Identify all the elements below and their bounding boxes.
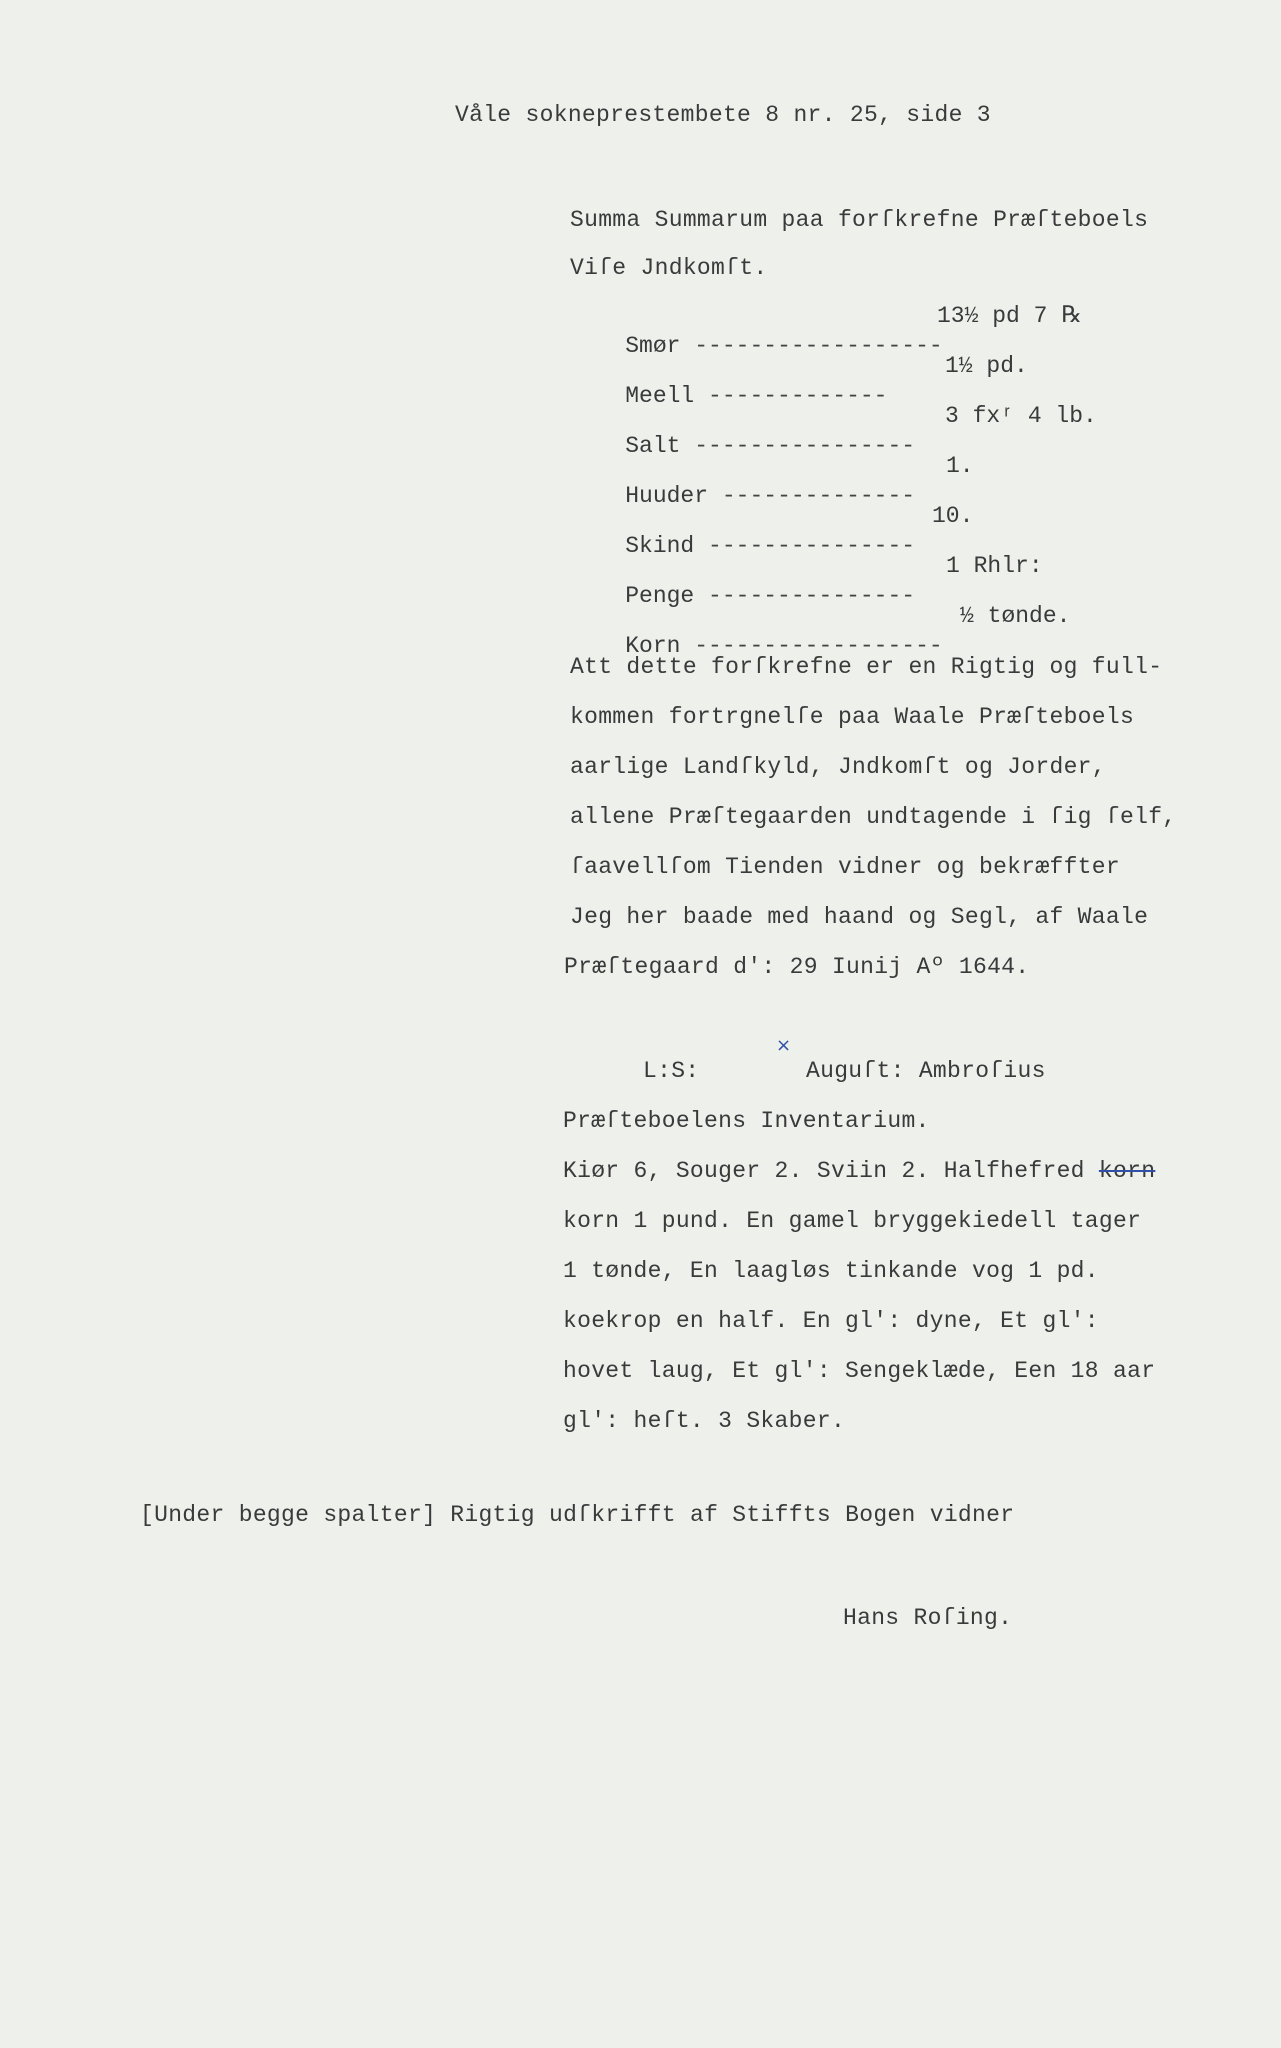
item-dashes: ---------------- xyxy=(694,433,916,459)
summary-title-line-2: Viſe Jndkomſt. xyxy=(570,255,768,281)
seal-label: L:S: xyxy=(643,1058,700,1084)
item-name: Salt xyxy=(625,433,681,459)
item-qty: 1 Rhlr: xyxy=(946,553,1043,579)
item-qty: ½ tønde. xyxy=(960,603,1071,629)
item-name: Smør xyxy=(625,333,681,359)
attestation-line: Jeg her baade med haand og Segl, af Waale xyxy=(570,904,1149,930)
inventory-line: koekrop en half. En gl': dyne, Et gl': xyxy=(563,1308,1099,1334)
item-name: Penge xyxy=(625,583,695,609)
item-dashes: ------------------ xyxy=(694,633,943,659)
attestation-line: allene Præſtegaarden undtagende i ſig ſelf, xyxy=(570,804,1177,830)
item-name: Meell xyxy=(625,383,695,409)
inventory-line: korn 1 pund. En gamel bryggekiedell tager xyxy=(563,1208,1142,1234)
item-dashes: --------------- xyxy=(708,583,916,609)
inventory-line: hovet laug, Et gl': Sengeklæde, Een 18 aar xyxy=(563,1358,1156,1384)
item-dashes: --------------- xyxy=(708,533,916,559)
attestation-line: aarlige Landſkyld, Jndkomſt og Jorder, xyxy=(570,754,1106,780)
page-header: Våle sokneprestembete 8 nr. 25, side 3 xyxy=(455,102,991,128)
item-name: Korn xyxy=(625,633,681,659)
item-qty: 3 fxʳ 4 lb. xyxy=(945,403,1097,429)
attestation-line: Att dette forſkrefne er en Rigtig og full- xyxy=(570,654,1163,680)
attestation-line: ſaavellſom Tienden vidner og bekræffter xyxy=(570,854,1120,880)
item-qty: 10. xyxy=(932,503,974,529)
inventory-title: Præſteboelens Inventarium. xyxy=(563,1108,930,1134)
item-dashes: ------------- xyxy=(708,383,888,409)
inventory-line: gl': heſt. 3 Skaber. xyxy=(563,1408,846,1434)
attestation-line: kommen fortrgnelſe paa Waale Præſteboels xyxy=(570,704,1135,730)
bottom-note: [Under begge spalter] Rigtig udſkrifft af Stiffts Bogen vidner xyxy=(140,1502,1015,1528)
attestation-line: Præſtegaard d': 29 Iunij Aº 1644. xyxy=(564,954,1030,980)
signatory: Auguſt: Ambroſius xyxy=(806,1058,1046,1084)
inventory-line: 1 tønde, En laagløs tinkande vog 1 pd. xyxy=(563,1258,1099,1284)
summary-title-line-1: Summa Summarum paa forſkrefne Præſteboels xyxy=(570,207,1149,233)
inventory-line xyxy=(563,1156,1155,1186)
item-qty: 1. xyxy=(946,453,974,479)
item-qty: 13½ pd 7 ℞ xyxy=(937,303,1082,329)
item-name: Skind xyxy=(625,533,695,559)
signature-mark: × xyxy=(776,1035,792,1056)
item-qty: 1½ pd. xyxy=(945,353,1028,379)
final-signature: Hans Roſing. xyxy=(843,1605,1013,1631)
item-dashes: -------------- xyxy=(721,483,916,509)
item-name: Huuder xyxy=(625,483,709,509)
inventory-first-line: Kiør 6, Souger 2. Sviin 2. Halfhefred xyxy=(563,1158,1085,1184)
struck-word: korn xyxy=(1098,1158,1156,1184)
item-dashes: ------------------ xyxy=(694,333,943,359)
